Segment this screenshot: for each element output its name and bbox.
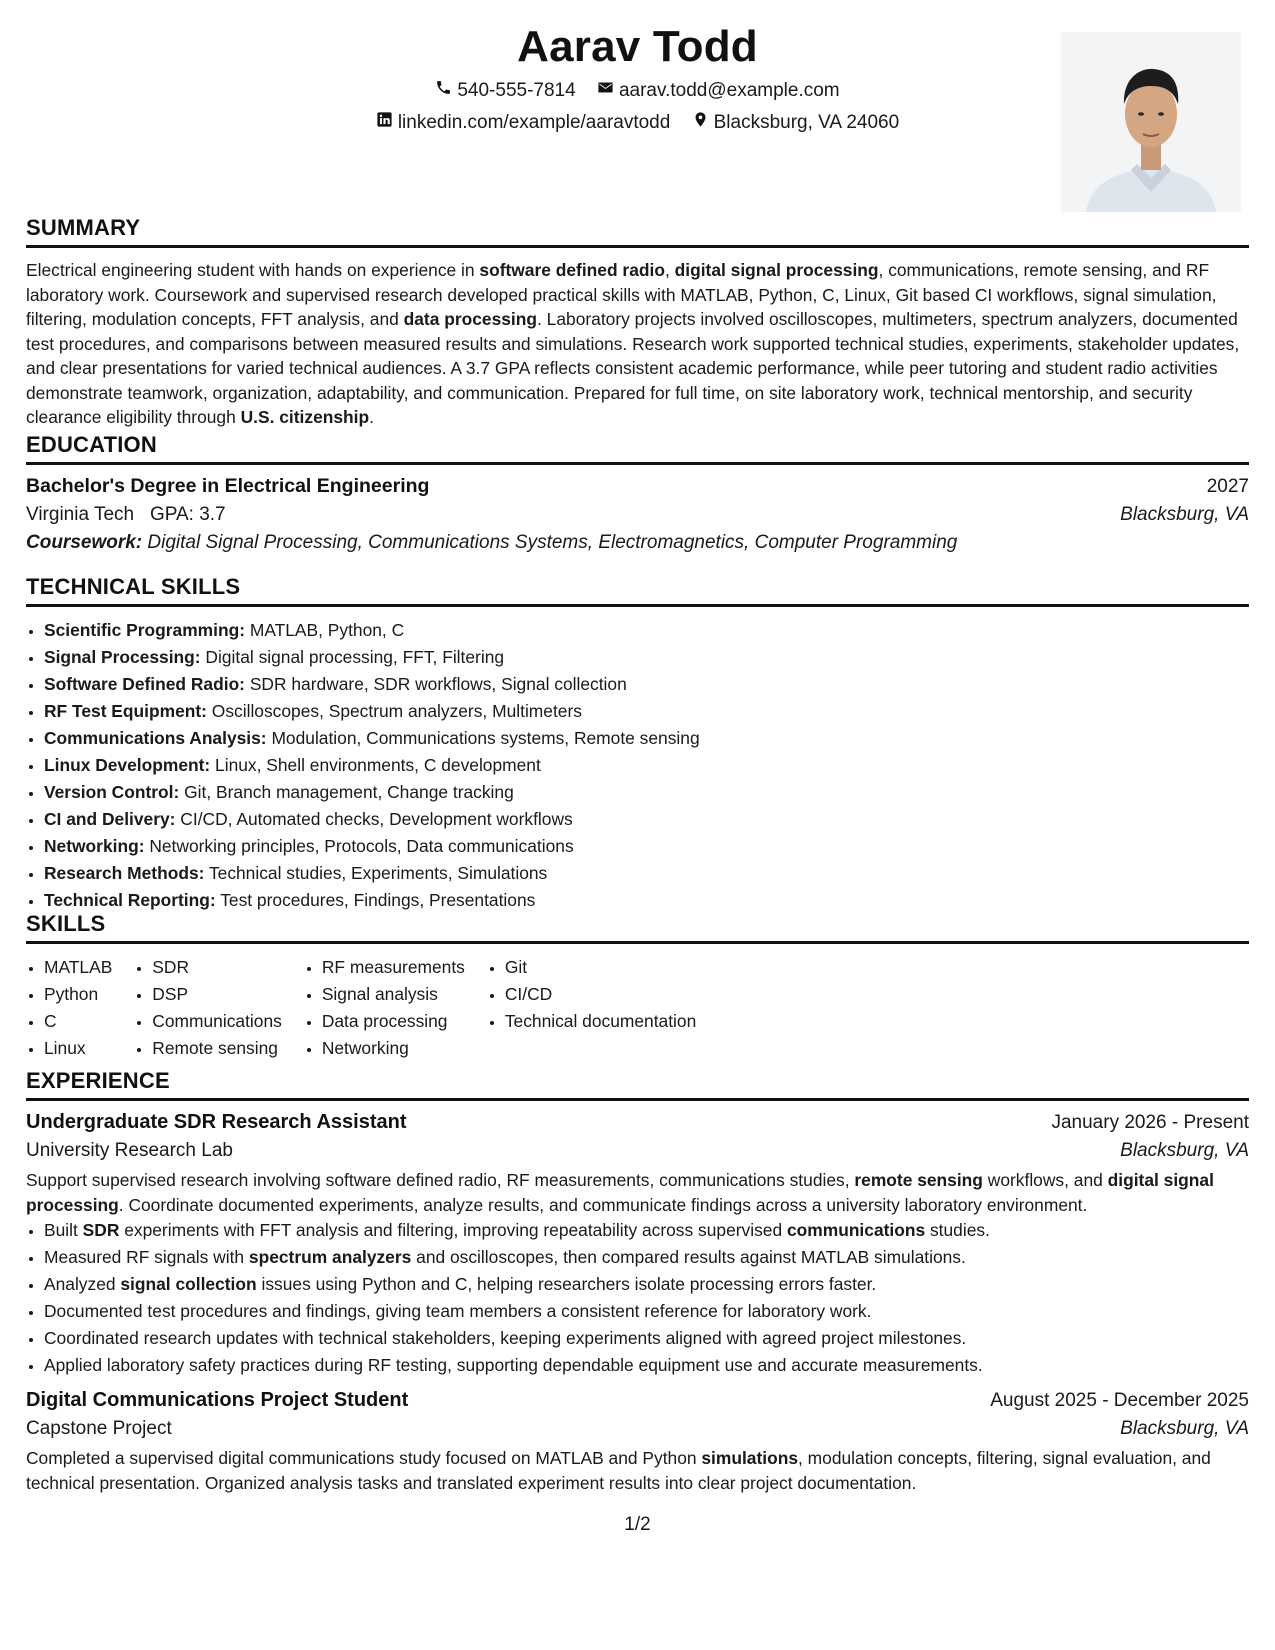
skill-values: Modulation, Communications systems, Remote sensing — [271, 728, 700, 748]
technical-skills-heading: TECHNICAL SKILLS — [26, 574, 1249, 607]
job-header — [26, 1389, 1249, 1412]
skill-category: Communications Analysis: — [44, 728, 267, 748]
skill-item: • DSP — [152, 981, 282, 1008]
graduation-year: 2027 — [1206, 476, 1249, 497]
job-org: Capstone Project — [26, 1418, 172, 1439]
contact-linkedin[interactable] — [376, 111, 671, 134]
skill-item: • Git — [505, 954, 696, 981]
skill-item: • Communications — [152, 1008, 282, 1035]
linkedin-url: linkedin.com/example/aaravtodd — [397, 111, 671, 133]
skill-category: Software Defined Radio: — [44, 674, 245, 694]
education-section — [26, 432, 1249, 554]
phone-number: 540-555-7814 — [457, 79, 576, 101]
technical-skill-item — [44, 617, 1249, 644]
school-info — [26, 504, 226, 526]
skills-column — [304, 954, 465, 1062]
contact-location — [692, 111, 900, 134]
technical-skill-item — [44, 752, 1249, 779]
technical-skill-item — [44, 833, 1249, 860]
skills-section — [26, 911, 1249, 1062]
job-bullet: • Built SDR experiments with FFT analysis and filtering, improving repeatability across supervised communications studies. — [44, 1217, 1249, 1244]
skills-column — [134, 954, 282, 1062]
coursework-list: Digital Signal Processing, Communications Systems, Electromagnetics, Computer Programming — [147, 532, 958, 553]
school-name: Virginia Tech — [26, 504, 135, 525]
skill-item: • Technical documentation — [505, 1008, 696, 1035]
education-row-2 — [26, 504, 1249, 526]
school-location: Blacksburg, VA — [1120, 504, 1249, 525]
skill-item: • MATLAB — [44, 954, 112, 981]
job-header — [26, 1111, 1249, 1134]
gpa: GPA: 3.7 — [149, 504, 226, 525]
skill-values: Test procedures, Findings, Presentations — [220, 890, 536, 910]
skill-item: • CI/CD — [505, 981, 696, 1008]
technical-skill-item — [44, 779, 1249, 806]
skills-column — [26, 954, 112, 1062]
skill-item: • Remote sensing — [152, 1035, 282, 1062]
technical-skill-item — [44, 725, 1249, 752]
resume-header — [26, 0, 1249, 220]
skill-item: • Networking — [322, 1035, 465, 1062]
job-subheader — [26, 1418, 1249, 1440]
skill-category: Scientific Programming: — [44, 620, 245, 640]
technical-skill-item — [44, 671, 1249, 698]
skill-item: • RF measurements — [322, 954, 465, 981]
linkedin-icon — [376, 111, 398, 134]
job-bullet: • Measured RF signals with spectrum analyzers and oscilloscopes, then compared results against MATLAB simulations. — [44, 1244, 1249, 1271]
candidate-name: Aarav Todd — [517, 22, 758, 71]
skill-values: SDR hardware, SDR workflows, Signal collection — [249, 674, 627, 694]
job-location: Blacksburg, VA — [1120, 1140, 1249, 1161]
coursework-label: Coursework: — [26, 532, 143, 553]
job-bullets — [26, 1217, 1249, 1379]
summary-heading: SUMMARY — [26, 215, 1249, 248]
skill-item: • SDR — [152, 954, 282, 981]
technical-skill-item — [44, 887, 1249, 914]
job-title: Undergraduate SDR Research Assistant — [26, 1111, 407, 1133]
skill-category: Research Methods: — [44, 863, 205, 883]
job-org: University Research Lab — [26, 1140, 233, 1161]
phone-icon — [435, 79, 457, 102]
map-pin-icon — [692, 111, 714, 134]
job-bullet: • Documented test procedures and findings, giving team members a consistent reference for laboratory work. — [44, 1298, 1249, 1325]
skills-column — [487, 954, 696, 1062]
email-address: aarav.todd@example.com — [618, 79, 840, 101]
envelope-icon — [597, 79, 619, 102]
coursework — [26, 532, 1249, 554]
technical-skills-section — [26, 574, 1249, 914]
skill-values: Technical studies, Experiments, Simulations — [208, 863, 548, 883]
technical-skills-list — [26, 617, 1249, 914]
skill-category: Networking: — [44, 836, 145, 856]
skill-category: Linux Development: — [44, 755, 211, 775]
experience-heading: EXPERIENCE — [26, 1068, 1249, 1101]
technical-skill-item — [44, 806, 1249, 833]
contact-email[interactable] — [597, 79, 840, 102]
technical-skill-item — [44, 698, 1249, 725]
skill-values: CI/CD, Automated checks, Development workflows — [180, 809, 573, 829]
technical-skill-item — [44, 860, 1249, 887]
skill-category: Version Control: — [44, 782, 180, 802]
job-dates: January 2026 - Present — [1051, 1112, 1249, 1133]
skill-values: Linux, Shell environments, C development — [215, 755, 541, 775]
job-description: Support supervised research involving software defined radio, RF measurements, communications studies, remote sensing workflows, and digital signal processing. Coordinate documented experiments, analyze results, and communicate findings across a university laboratory environment. — [26, 1170, 1214, 1215]
education-heading: EDUCATION — [26, 432, 1249, 465]
job-bullet: • Applied laboratory safety practices during RF testing, supporting dependable equipment use and accurate measurements. — [44, 1352, 1249, 1379]
education-row-1 — [26, 475, 1249, 498]
job-description: Completed a supervised digital communications study focused on MATLAB and Python simulations, modulation concepts, filtering, signal evaluation, and technical presentation. Organized analysis tasks and translated experiment results into clear project documentation. — [26, 1448, 1211, 1493]
job-entry — [26, 1111, 1249, 1379]
job-location: Blacksburg, VA — [1120, 1418, 1249, 1439]
skill-values: Networking principles, Protocols, Data communications — [149, 836, 574, 856]
summary-text: Electrical engineering student with hands on experience in software defined radio, digital signal processing, communications, remote sensing, and RF laboratory work. Coursework and supervised research developed practical skills with MATLAB, Python, C, Linux, Git based CI workflows, signal simulation, filtering, modulation concepts, FFT analysis, and data processing. Laboratory projects involved oscilloscopes, multimeters, spectrum analyzers, documented test procedures, and comparisons between measured results and simulations. Research work supported technical studies, experiments, stakeholder updates, and clear presentations for varied technical audiences. A 3.7 GPA reflects consistent academic performance, while peer tutoring and student radio activities demonstrate teamwork, organization, adaptability, and communication. Prepared for full time, on site laboratory work, technical mentorship, and security clearance eligibility through U.S. citizenship. — [26, 260, 1240, 427]
skill-item: • Data processing — [322, 1008, 465, 1035]
skill-values: Digital signal processing, FFT, Filtering — [205, 647, 505, 667]
skill-category: CI and Delivery: — [44, 809, 176, 829]
skills-heading: SKILLS — [26, 911, 1249, 944]
skill-item: • Python — [44, 981, 112, 1008]
skill-item: • Linux — [44, 1035, 112, 1062]
skill-values: Oscilloscopes, Spectrum analyzers, Multimeters — [211, 701, 582, 721]
degree-title: Bachelor's Degree in Electrical Engineering — [26, 475, 430, 497]
job-bullet: • Analyzed signal collection issues using Python and C, helping researchers isolate processing errors faster. — [44, 1271, 1249, 1298]
skill-category: Signal Processing: — [44, 647, 201, 667]
skill-category: Technical Reporting: — [44, 890, 216, 910]
profile-photo — [1061, 32, 1241, 212]
summary-section — [26, 215, 1249, 430]
contact-phone[interactable] — [435, 79, 575, 102]
job-dates: August 2025 - December 2025 — [990, 1390, 1249, 1411]
job-bullet: • Coordinated research updates with technical stakeholders, keeping experiments aligned with agreed project milestones. — [44, 1325, 1249, 1352]
technical-skill-item — [44, 644, 1249, 671]
experience-section — [26, 1068, 1249, 1495]
page-number: 1/2 — [624, 1514, 651, 1535]
skills-columns — [26, 954, 1249, 1062]
skill-item: • Signal analysis — [322, 981, 465, 1008]
job-title: Digital Communications Project Student — [26, 1389, 409, 1411]
location-text: Blacksburg, VA 24060 — [713, 111, 900, 133]
job-entry — [26, 1389, 1249, 1495]
skill-values: MATLAB, Python, C — [249, 620, 405, 640]
skill-item: • C — [44, 1008, 112, 1035]
job-subheader — [26, 1140, 1249, 1162]
skill-values: Git, Branch management, Change tracking — [184, 782, 514, 802]
skill-category: RF Test Equipment: — [44, 701, 207, 721]
